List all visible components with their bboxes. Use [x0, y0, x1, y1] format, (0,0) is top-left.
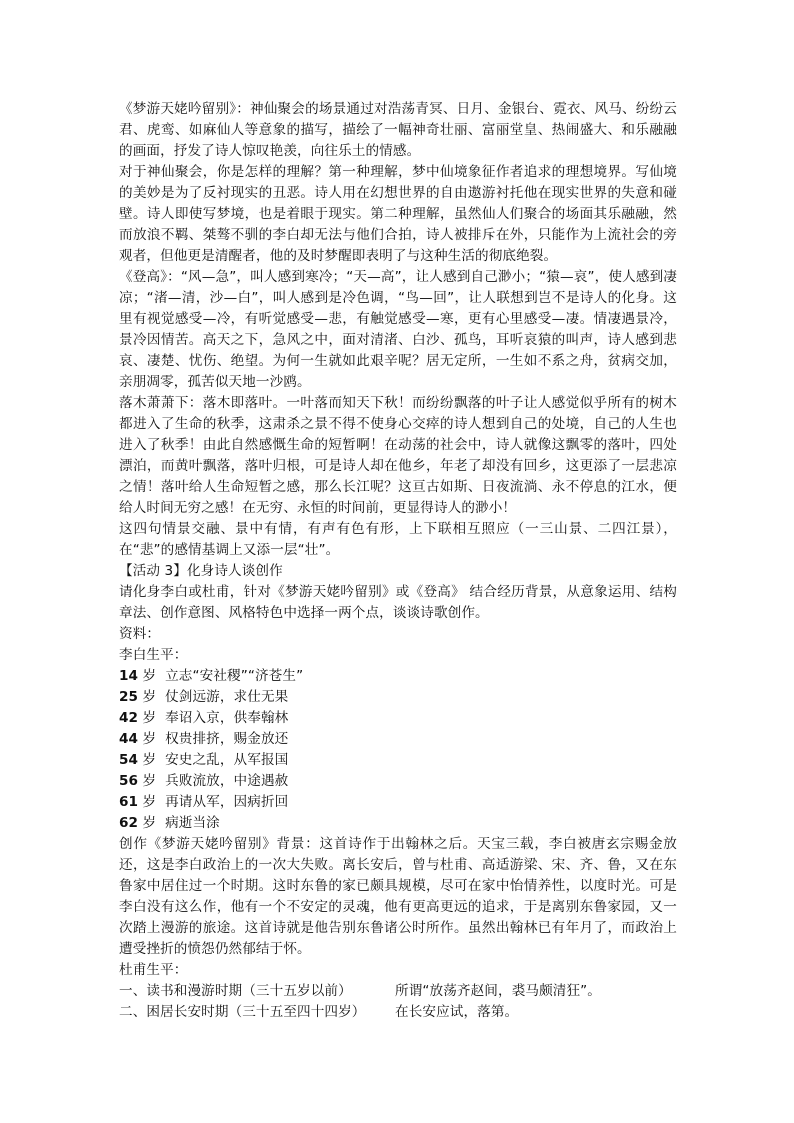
life-unit: 岁	[142, 773, 157, 789]
life-age: 54	[119, 752, 139, 768]
life-unit: 岁	[142, 689, 157, 705]
life-unit: 岁	[142, 815, 157, 831]
dufu-note: 所谓“放荡齐赵间，裘马颇清狂”。	[395, 983, 601, 999]
paragraph-background: 创作《梦游天姥吟留别》背景：这首诗作于出翰林之后。天宝三载，李白被唐玄宗赐金放还，这是李白政治上的一次大失败。离长安后，曾与杜甫、高适游梁、宋、齐、鲁，又在东鲁家中居住过一个时期。这时东鲁的家已颇具规模，尽可在家中怡情养性，以度时光。可是李白没有这么作，他有一个不安定的灵魂，他有更高更远的追求，于是离别东鲁家园，又一次踏上漫游的旅途。这首诗就是他告别东鲁诸公时所作。虽然出翰林已有年月了，而政治上遭受挫折的愤怨仍然郁结于怀。	[119, 836, 677, 957]
dufu-period-row	[119, 981, 677, 1002]
life-event: 立志“安社稷”“济苍生”	[165, 668, 304, 684]
life-event: 仗剑远游，求仕无果	[165, 689, 289, 705]
dufu-label: 杜甫生平：	[119, 962, 188, 978]
life-item	[119, 771, 677, 792]
paragraph-luomu: 落木萧萧下：落木即落叶。一叶落而知天下秋！而纷纷飘落的叶子让人感觉似乎所有的树木都进入了生命的秋季，这肃杀之景不得不使身心交瘁的诗人想到自己的处境，自己的人生也进入了秋季！由此自然感慨生命的短暂啊！在动荡的社会中，诗人就像这飘零的落叶，四处漂泊，而黄叶飘落，落叶归根，可是诗人却在他乡，年老了却没有回乡，这更添了一层悲凉之情！落叶给人生命短暂之感，那么长江呢？这亘古如斯、日夜流淌、永不停息的江水，便给人时间无穷之感！在无穷、永恒的时间前，更显得诗人的渺小！	[119, 395, 677, 516]
life-unit: 岁	[142, 794, 157, 810]
life-age: 44	[119, 731, 139, 747]
life-event: 病逝当涂	[165, 815, 220, 831]
activity-heading: 【活动 3】化身诗人谈创作	[119, 563, 283, 579]
paragraph-understanding: 对于神仙聚会，你是怎样的理解？第一种理解，梦中仙境象征作者追求的理想境界。写仙境的美妙是为了反衬现实的丑恶。诗人用在幻想世界的自由遨游衬托他在现实世界的失意和碰壁。诗人即使写梦境，也是着眼于现实。第二种理解，虽然仙人们聚合的场面其乐融融，然而放浪不羁、桀骜不驯的李白却无法与他们合拍，诗人被排斥在外，只能作为上流社会的旁观者，但他更是清醒者，他的及时梦醒即表明了与这种生活的彻底绝裂。	[119, 164, 677, 264]
dufu-period-row	[119, 1002, 677, 1023]
dufu-phase: 二、困居长安时期（三十五至四十四岁）	[119, 1004, 366, 1020]
libai-life-list	[119, 666, 677, 834]
life-age: 14	[119, 668, 139, 684]
life-event: 再请从军，因病折回	[165, 794, 289, 810]
dufu-note: 在长安应试，落第。	[395, 1004, 519, 1020]
dufu-phase: 一、读书和漫游时期（三十五岁以前）	[119, 983, 352, 999]
life-event: 安史之乱，从军报国	[165, 752, 289, 768]
paragraph-summary: 这四句情景交融、景中有情，有声有色有形，上下联相互照应（一三山景、二四江景），在“悲”的感情基调上又添一层“壮”。	[119, 521, 677, 558]
life-unit: 岁	[142, 710, 157, 726]
life-item	[119, 666, 677, 687]
life-item	[119, 687, 677, 708]
life-item	[119, 708, 677, 729]
document-page	[119, 99, 677, 1023]
life-age: 42	[119, 710, 139, 726]
life-event: 兵败流放，中途遇赦	[165, 773, 289, 789]
life-item	[119, 729, 677, 750]
materials-label: 资料：	[119, 626, 161, 642]
life-event: 权贵排挤，赐金放还	[165, 731, 289, 747]
libai-label: 李白生平：	[119, 647, 188, 663]
life-unit: 岁	[142, 752, 157, 768]
life-age: 62	[119, 815, 139, 831]
life-item	[119, 813, 677, 834]
life-unit: 岁	[142, 731, 157, 747]
life-unit: 岁	[142, 668, 157, 684]
life-age: 56	[119, 773, 139, 789]
activity-task: 请化身李白或杜甫，针对《梦游天姥吟留别》或《登高》 结合经历背景，从意象运用、结构章法、创作意图、风格特色中选择一两个点，谈谈诗歌创作。	[119, 584, 677, 621]
dufu-life-list	[119, 981, 677, 1023]
paragraph-mengyou-scene: 《梦游天姥吟留别》：神仙聚会的场景通过对浩荡青冥、日月、金银台、霓衣、风马、纷纷云君、虎鸾、如麻仙人等意象的描写，描绘了一幅神奇壮丽、富丽堂皇、热闹盛大、和乐融融的画面，抒发了诗人惊叹艳羡，向往乐土的情感。	[119, 101, 677, 159]
life-event: 奉诏入京，供奉翰林	[165, 710, 289, 726]
life-age: 61	[119, 794, 139, 810]
life-item	[119, 792, 677, 813]
paragraph-denggao: 《登高》：“风—急”，叫人感到寒冷；“天—高”，让人感到自己渺小；“猿—哀”，使人感到凄凉；“渚—清，沙—白”，叫人感到是冷色调，“鸟—回”，让人联想到岂不是诗人的化身。这里有视觉感受—冷，有听觉感受—悲，有触觉感受—寒，更有心里感受—凄。情凄遇景冷，景冷因情苦。高天之下，急风之中，面对清渚、白沙、孤鸟，耳听哀猿的叫声，诗人感到悲哀、凄楚、忧伤、绝望。为何一生就如此艰辛呢？居无定所，一生如不系之舟，贫病交加，亲朋凋零，孤苦似天地一沙鸥。	[119, 269, 677, 390]
life-item	[119, 750, 677, 771]
life-age: 25	[119, 689, 139, 705]
